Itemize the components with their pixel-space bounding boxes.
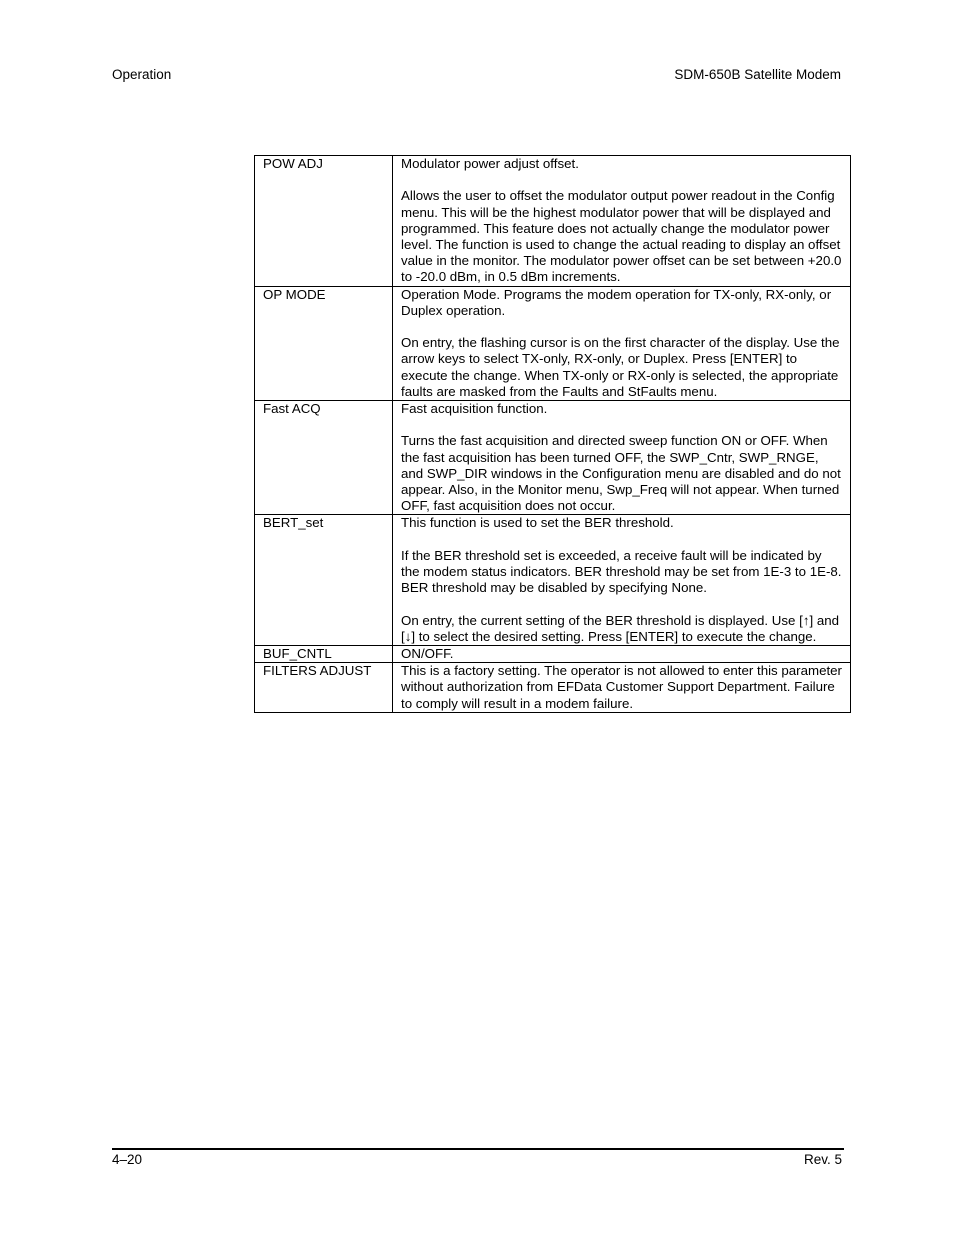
description-paragraph: Operation Mode. Programs the modem operation for TX-only, RX-only, or Duplex operation. [401,286,832,318]
description-paragraph: This function is used to set the BER threshold. [401,515,674,531]
description-paragraph: On entry, the flashing cursor is on the first character of the display. Use the arrow keys to select TX-only, RX-only, or Duplex. Press [ENTER] to execute the change. When TX-only or RX-only is selected, the appropriate faults are masked from the Faults and StFaults menu. [401,335,840,399]
description-paragraph: Turns the fast acquisition and directed sweep function ON or OFF. When the fast acquisition has been turned OFF, the SWP_Cntr, SWP_RNGE, and SWP_DIR windows in the Configuration menu are disabled and do not appear. Also, in the Monitor menu, Swp_Freq will not appear. When turned OFF, fast acquisition does not occur. [401,433,841,514]
table-row [255,515,851,646]
param-name: BERT_set [255,515,393,646]
description-paragraph: Modulator power adjust offset. [401,156,579,171]
param-name: OP MODE [255,286,393,400]
running-header-section: Operation [112,67,172,82]
description-paragraph: This is a factory setting. The operator is not allowed to enter this parameter without authorization from EFData Customer Support Department. Failure to comply will result in a modem failure. [401,663,842,711]
param-description [393,401,851,515]
page-number: 4–20 [112,1152,143,1167]
description-paragraph: On entry, the current setting of the BER threshold is displayed. Use [↑] and [↓] to select the desired setting. Press [ENTER] to execute the change. [401,612,840,644]
table-row [255,286,851,400]
param-name: FILTERS ADJUST [255,663,393,713]
param-description [393,156,851,287]
description-paragraph: ON/OFF. [401,646,454,662]
description-paragraph: Allows the user to offset the modulator output power readout in the Config menu. This will be the highest modulator power that will be displayed and programmed. This feature does not actually change the modulator power level. The function is used to change the actual reading to display an offset value in the monitor. The modulator power offset can be set between +20.0 to -20.0 dBm, in 0.5 dBm increments. [401,188,842,285]
description-paragraph: Fast acquisition function. [401,401,548,417]
description-paragraph: If the BER threshold set is exceeded, a receive fault will be indicated by the modem status indicators. BER threshold may be set from 1E-3 to 1E-8. BER threshold may be disabled by specifying None. [401,547,842,596]
footer-divider [112,1148,844,1150]
table-row [255,646,851,663]
param-description [393,515,851,646]
param-description [393,646,851,663]
revision-label: Rev. 5 [803,1152,842,1167]
param-description [393,286,851,400]
param-description [393,663,851,713]
parameter-table [254,155,851,713]
param-name: Fast ACQ [255,401,393,515]
table-row [255,156,851,287]
param-name: POW ADJ [255,156,393,287]
table-row [255,663,851,713]
running-header-title: SDM-650B Satellite Modem [674,67,841,82]
param-name: BUF_CNTL [255,646,393,663]
table-row [255,401,851,515]
